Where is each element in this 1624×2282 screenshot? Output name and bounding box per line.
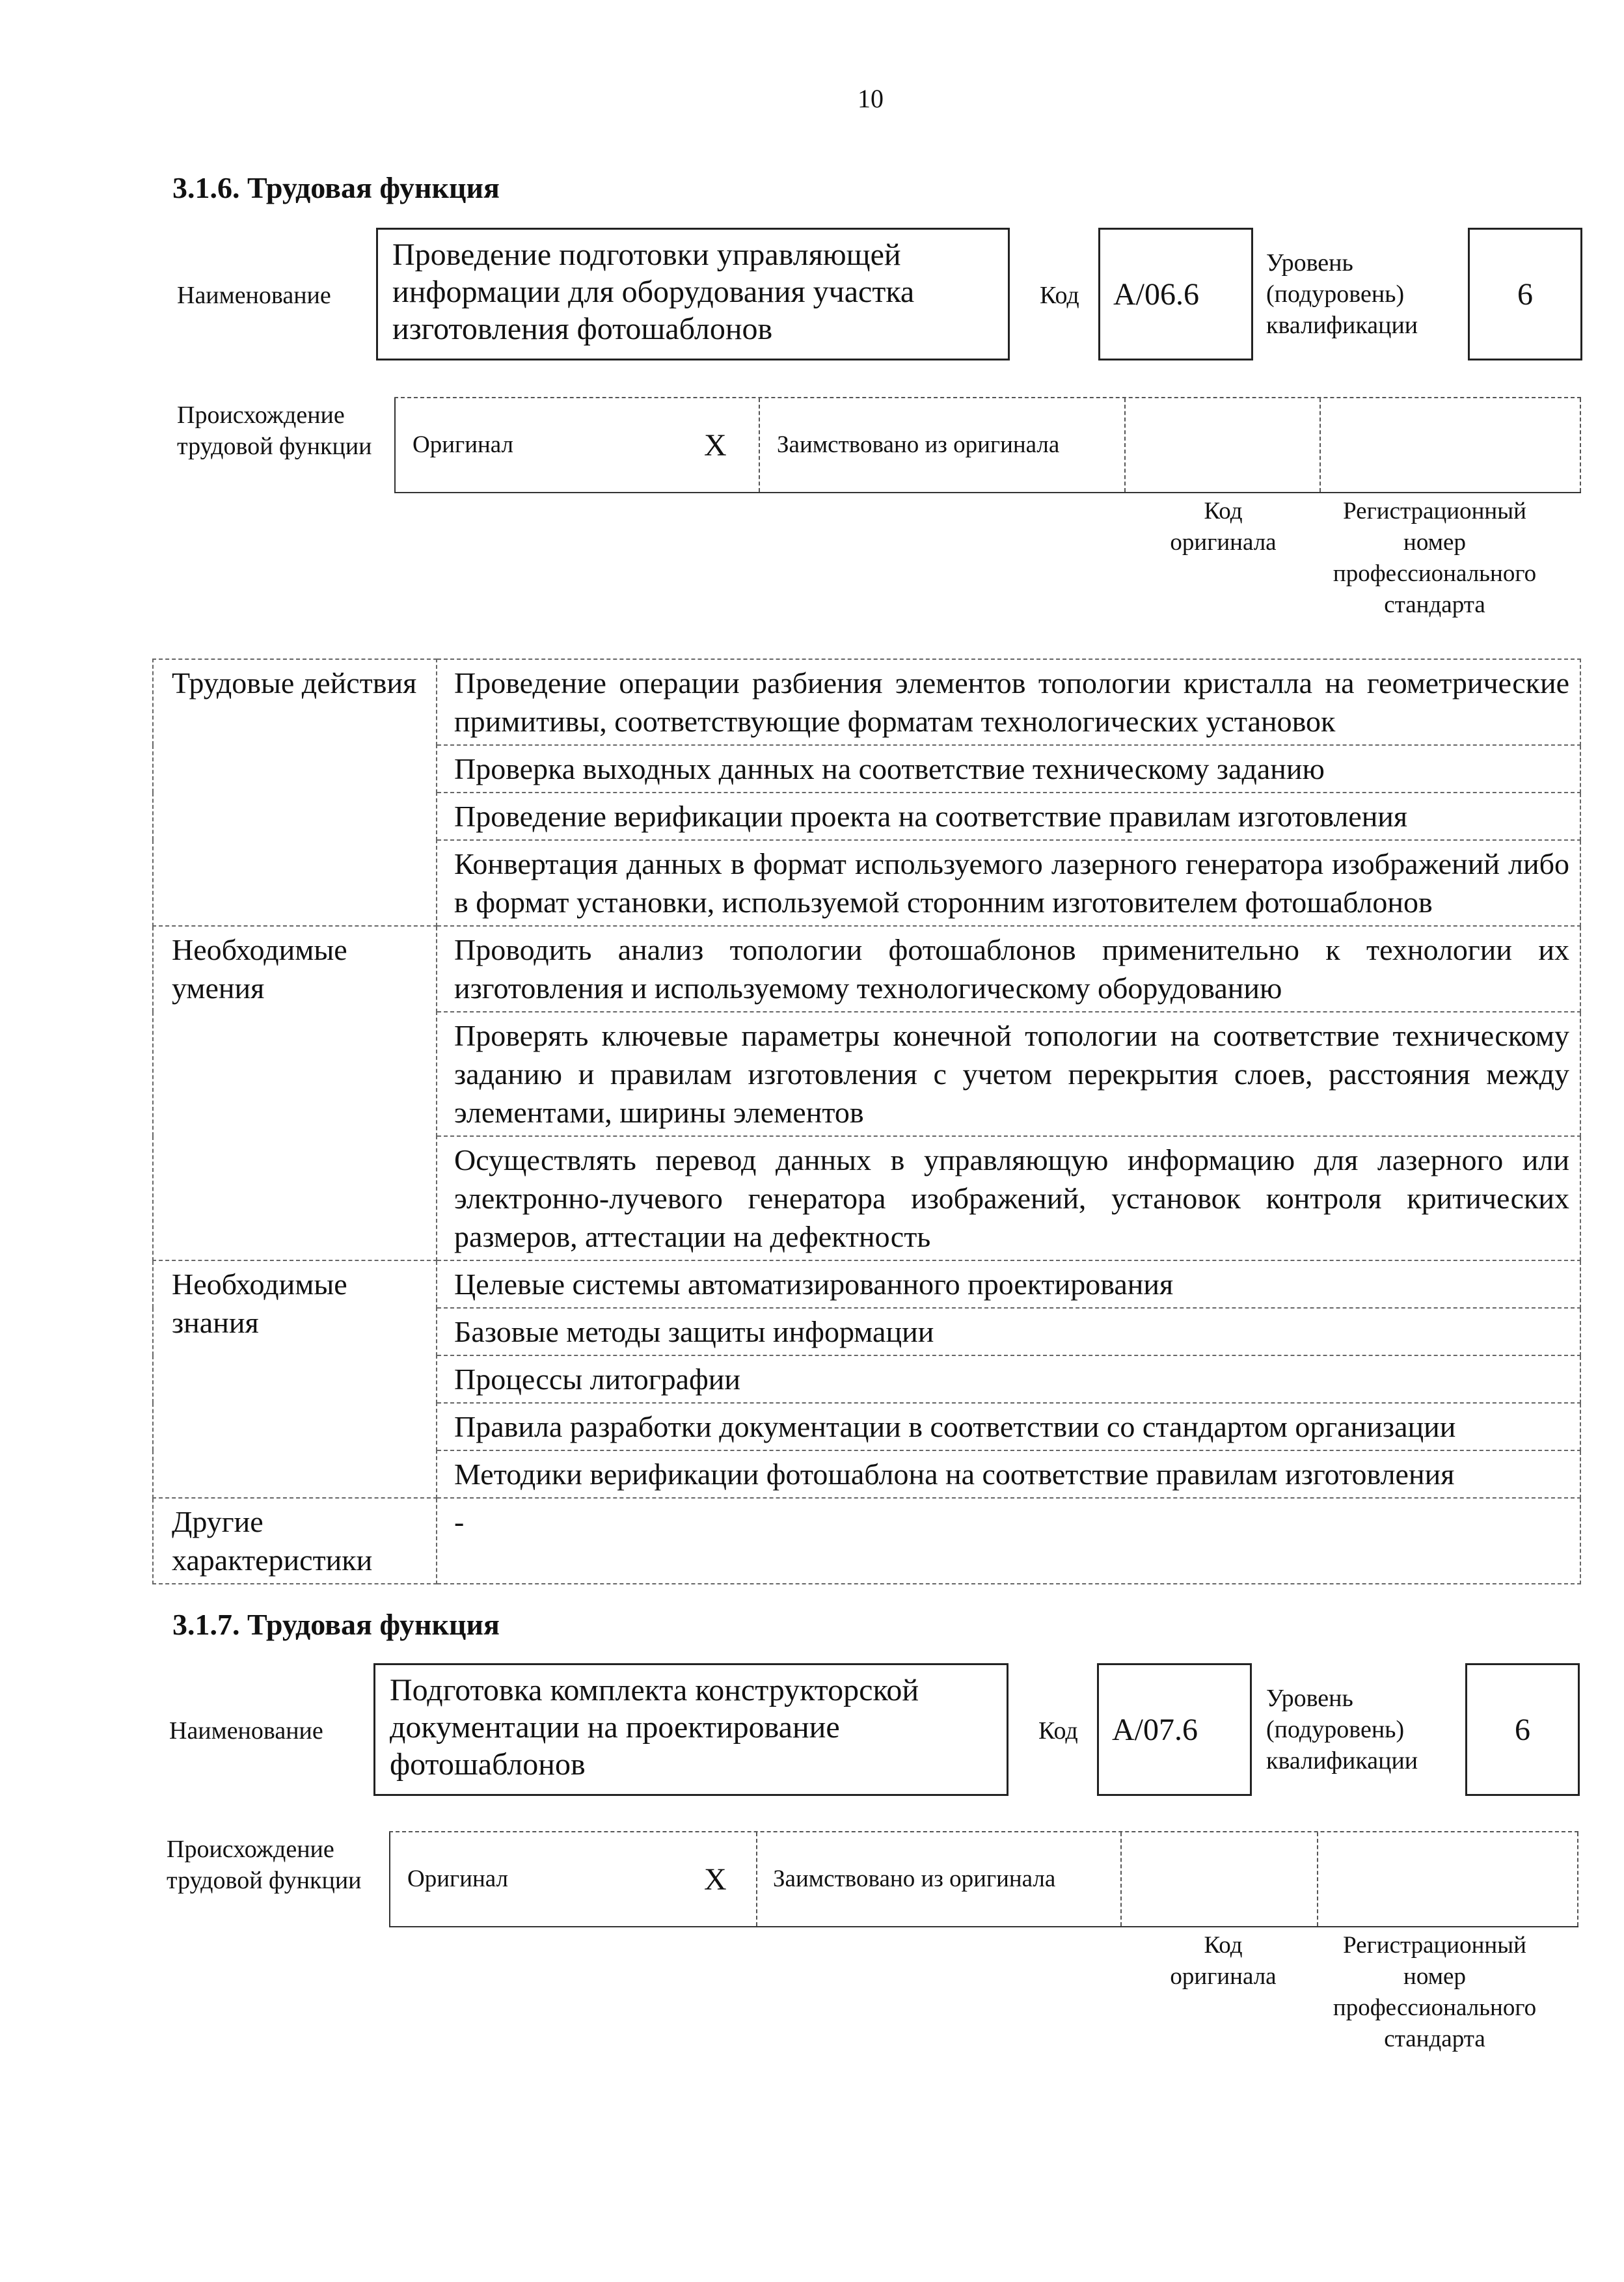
origin-borrowed: Заимствовано из оригинала bbox=[777, 431, 1060, 458]
table-cell: Правила разработки документации в соответствии со стандартом организации bbox=[437, 1403, 1580, 1450]
code-label: Код bbox=[1040, 282, 1079, 309]
origin-original-cell-2 bbox=[389, 1832, 756, 1926]
origin-code-cell bbox=[1124, 398, 1320, 492]
origin-code-cell-2 bbox=[1120, 1832, 1317, 1926]
table-row bbox=[153, 659, 1580, 745]
origin-row-2 bbox=[389, 1831, 1578, 1927]
origin-borrowed-cell bbox=[759, 398, 1124, 492]
table-cell: Базовые методы защиты информации bbox=[437, 1308, 1580, 1355]
origin-original-cell bbox=[394, 398, 759, 492]
function-name-box-2 bbox=[373, 1663, 1008, 1796]
table-cell: Осуществлять перевод данных в управляющую информацию для лазерного или электронно-лучевого генератора изображений, установок контроля критических размеров, аттестации на дефектность bbox=[437, 1136, 1580, 1260]
code-original-label: Код оригинала bbox=[1170, 498, 1277, 556]
code-value: A/06.6 bbox=[1113, 277, 1199, 312]
row-header: Другие характеристики bbox=[153, 1498, 437, 1584]
level-value: 6 bbox=[1517, 277, 1533, 312]
code-label-2: Код bbox=[1038, 1717, 1078, 1745]
labor-function-table bbox=[152, 659, 1581, 1584]
origin-label-2: Происхождение трудовой функции bbox=[167, 1836, 362, 1894]
origin-row bbox=[394, 397, 1581, 493]
origin-mark: X bbox=[704, 428, 727, 463]
origin-mark-2: X bbox=[704, 1862, 727, 1897]
reg-number-label: Регистрационный номер профессионального стандарта bbox=[1333, 498, 1537, 618]
code-box bbox=[1098, 228, 1253, 360]
table-cell: Методики верификации фотошаблона на соответствие правилам изготовления bbox=[437, 1450, 1580, 1498]
table-cell: Целевые системы автоматизированного проектирования bbox=[437, 1260, 1580, 1308]
function-name-2: Подготовка комплекта конструкторской документации на проектирование фотошаблонов bbox=[390, 1673, 919, 1782]
origin-borrowed-2: Заимствовано из оригинала bbox=[773, 1866, 1056, 1892]
table-cell: Конвертация данных в формат используемого лазерного генератора изображений либо в формат установки, используемой сторонним изготовителем фотошаблонов bbox=[437, 840, 1580, 926]
level-label-2: Уровень (подуровень) квалификации bbox=[1266, 1685, 1418, 1774]
table-cell: Проведение операции разбиения элементов топологии кристалла на геометрические примитивы, соответствующие форматам технологических установок bbox=[437, 659, 1580, 745]
name-label-2: Наименование bbox=[169, 1717, 323, 1745]
table-cell: Проверка выходных данных на соответствие техническому заданию bbox=[437, 745, 1580, 793]
table-row bbox=[153, 926, 1580, 1012]
origin-original-2: Оригинал bbox=[407, 1866, 509, 1892]
reg-number-label-2: Регистрационный номер профессионального стандарта bbox=[1333, 1932, 1537, 2052]
code-original-label-2: Код оригинала bbox=[1170, 1932, 1277, 1990]
table-cell: Проверять ключевые параметры конечной топологии на соответствие техническому заданию и правилам изготовления с учетом перекрытия слоев, расстояния между элементами, ширины элементов bbox=[437, 1012, 1580, 1136]
level-label: Уровень (подуровень) квалификации bbox=[1266, 249, 1418, 339]
name-label: Наименование bbox=[177, 282, 331, 309]
level-box-2 bbox=[1465, 1663, 1580, 1796]
table-cell: Проводить анализ топологии фотошаблонов применительно к технологии их изготовления и используемому технологическому оборудованию bbox=[437, 926, 1580, 1012]
origin-borrowed-cell-2 bbox=[756, 1832, 1120, 1926]
row-header: Необходимые знания bbox=[153, 1260, 437, 1498]
origin-label: Происхождение трудовой функции bbox=[177, 401, 372, 460]
section-title-2: 3.1.7. Трудовая функция bbox=[172, 1608, 500, 1641]
origin-reg-cell bbox=[1320, 398, 1581, 492]
table-row bbox=[153, 1260, 1580, 1308]
table-cell: - bbox=[437, 1498, 1580, 1584]
function-name-box bbox=[376, 228, 1010, 360]
code-value-2: A/07.6 bbox=[1112, 1713, 1198, 1747]
function-name: Проведение подготовки управляющей информации для оборудования участка изготовления фотошаблонов bbox=[392, 238, 915, 346]
level-value-2: 6 bbox=[1515, 1712, 1530, 1747]
table-cell: Процессы литографии bbox=[437, 1355, 1580, 1403]
row-header: Трудовые действия bbox=[153, 659, 437, 926]
table-cell: Проведение верификации проекта на соответствие правилам изготовления bbox=[437, 793, 1580, 840]
page-number: 10 bbox=[858, 84, 884, 113]
table-row bbox=[153, 1498, 1580, 1584]
level-box bbox=[1468, 228, 1582, 360]
origin-reg-cell-2 bbox=[1317, 1832, 1578, 1926]
row-header: Необходимые умения bbox=[153, 926, 437, 1260]
code-box-2 bbox=[1097, 1663, 1252, 1796]
origin-original: Оригинал bbox=[413, 431, 514, 458]
section-title: 3.1.6. Трудовая функция bbox=[172, 171, 500, 204]
